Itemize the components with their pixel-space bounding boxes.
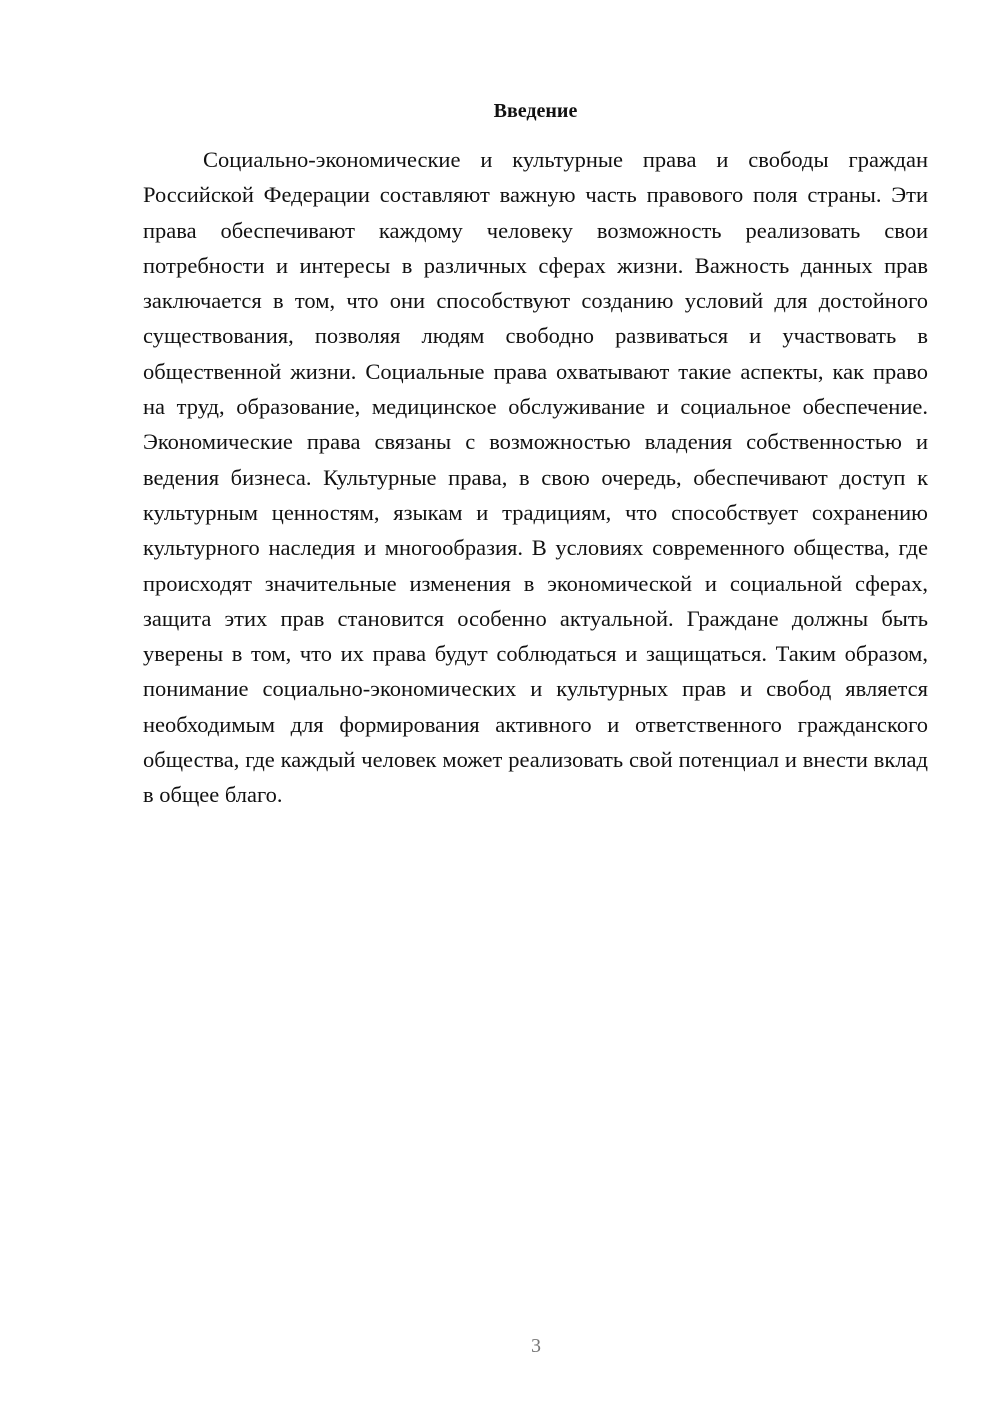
section-heading: Введение xyxy=(493,100,578,122)
page-number: 3 xyxy=(531,1335,541,1357)
body-paragraph: Социально-экономические и культурные права и свободы граждан Российской Федерации составляют важную часть правового поля страны. Эти права обеспечивают каждому человеку возможность реализовать свои потребности и интересы в различных сферах жизни. Важность данных прав заключается в том, что они способствуют созданию условий для достойного существования, позволяя людям свободно развиваться и участвовать в общественной жизни. Социальные права охватывают такие аспекты, как право на труд, образование, медицинское обслуживание и социальное обеспечение. Экономические права связаны с возможностью владения собственностью и ведения бизнеса. Культурные права, в свою очередь, обеспечивают доступ к культурным ценностям, языкам и традициям, что способствует сохранению культурного наследия и многообразия. В условиях современного общества, где происходят значительные изменения в экономической и социальной сферах, защита этих прав становится особенно актуальной. Граждане должны быть уверены в том, что их права будут соблюдаться и защищаться. Таким образом, понимание социально-экономических и культурных прав и свобод является необходимым для формирования активного и ответственного гражданского общества, где каждый человек может реализовать свой потенциал и внести вклад в общее благо. xyxy=(143,147,928,808)
